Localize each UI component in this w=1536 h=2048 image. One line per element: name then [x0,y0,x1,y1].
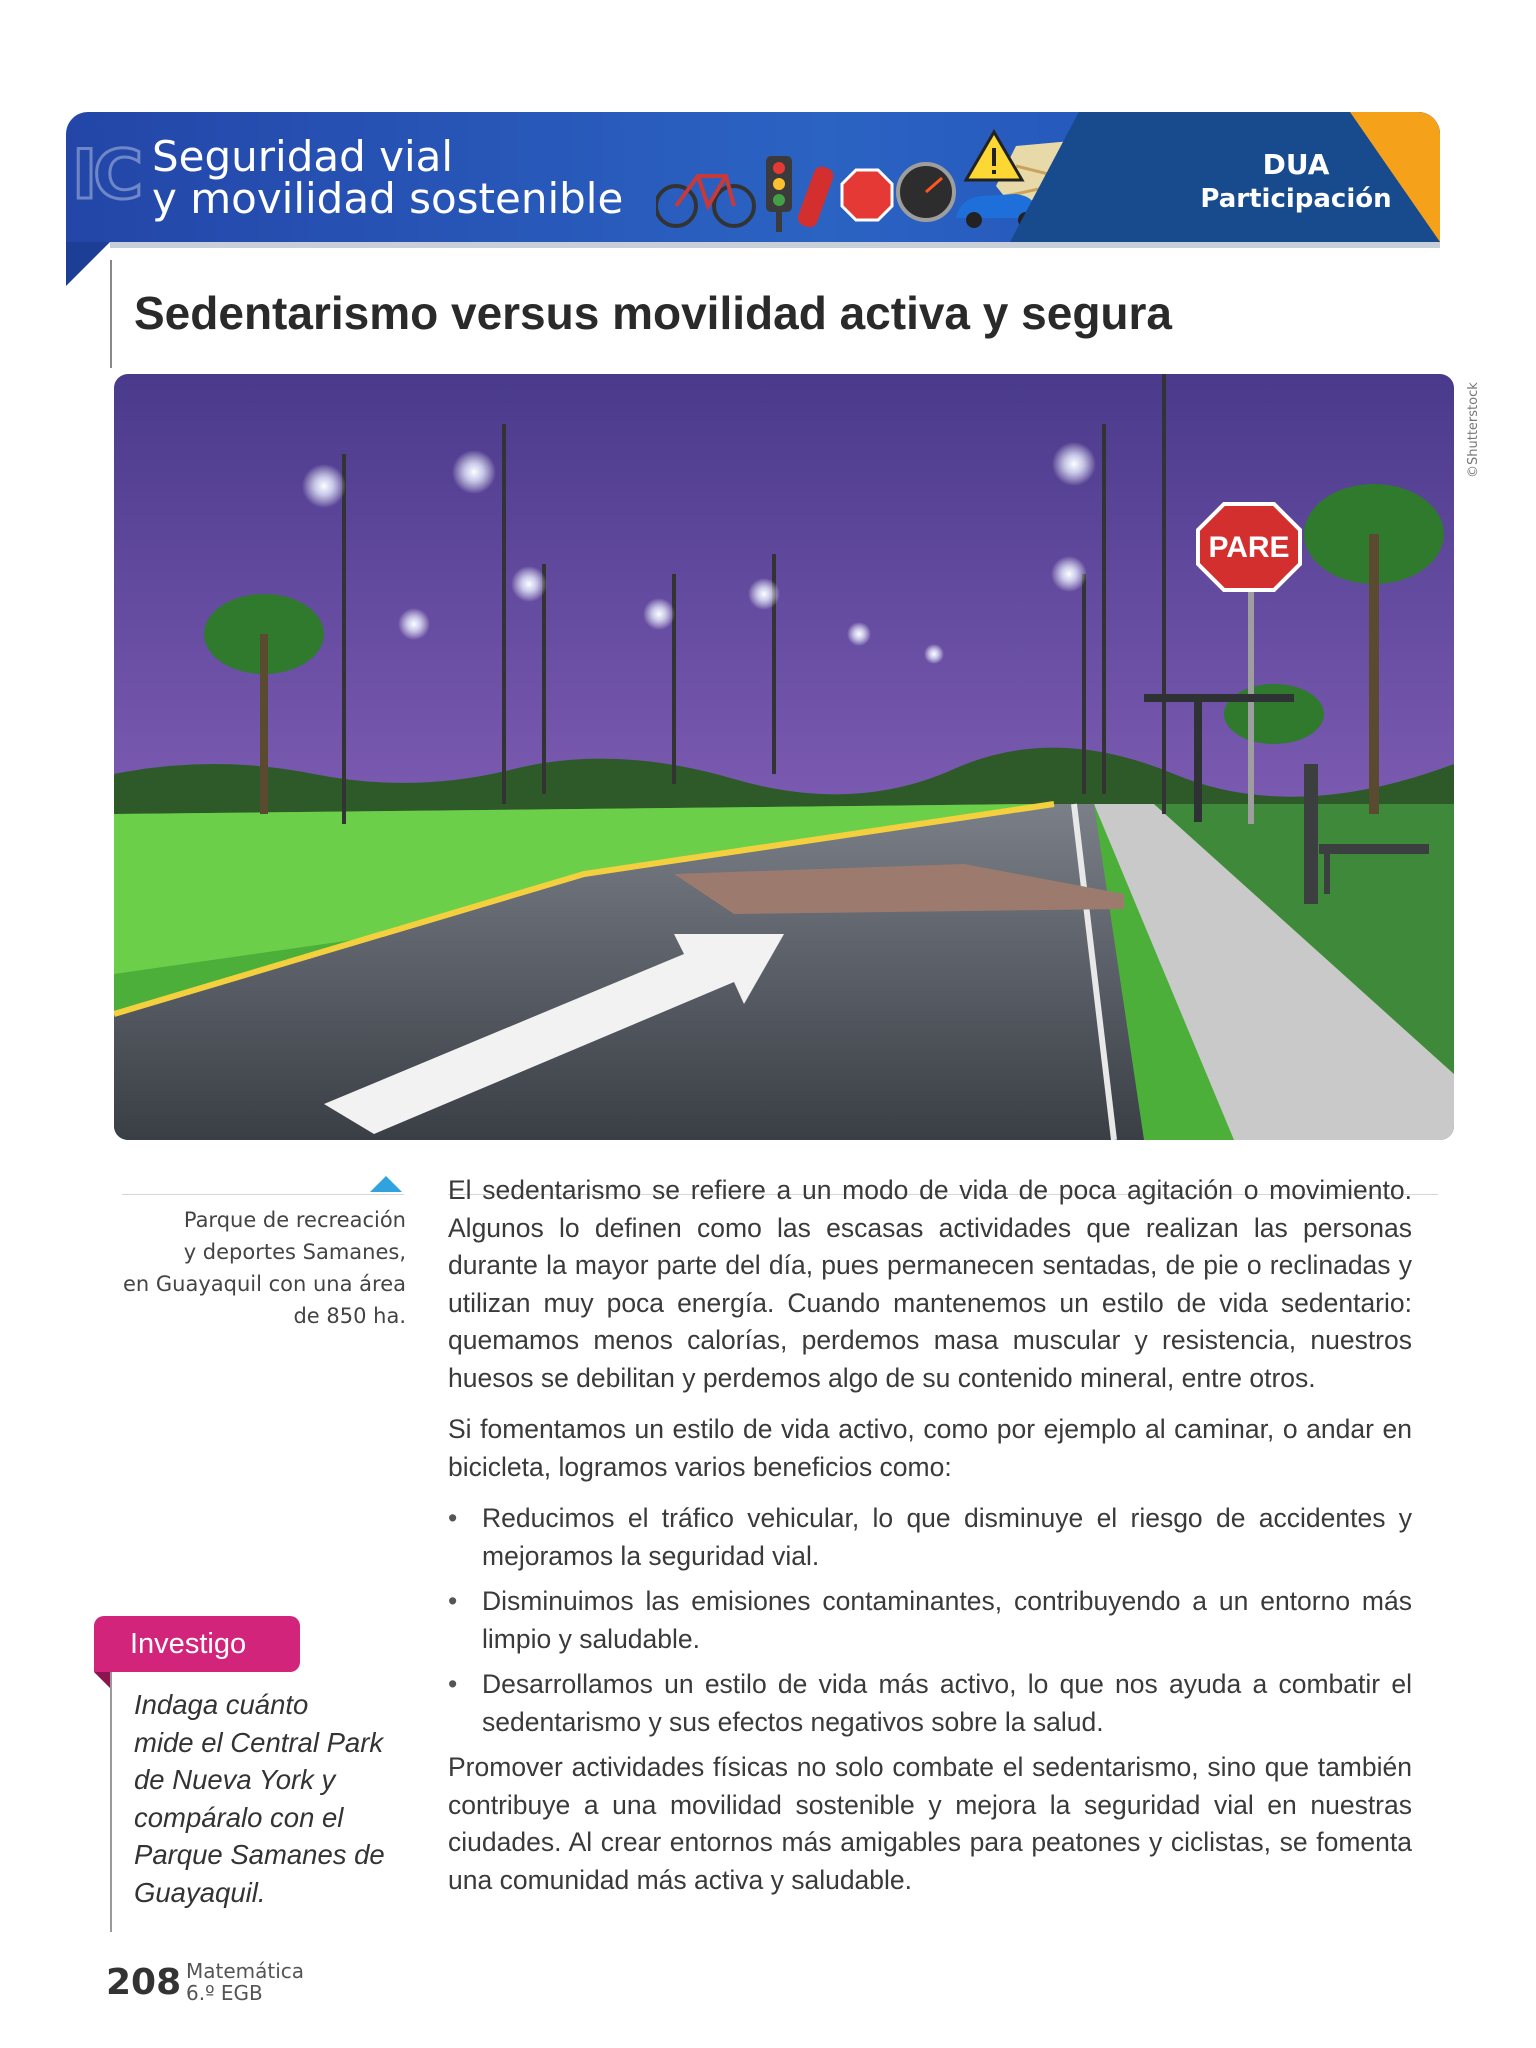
speedometer-icon [898,164,954,220]
photo-credit: ©Shutterstock [1466,382,1481,478]
caption-line: y deportes Samanes, [183,1240,406,1264]
investigo-line: mide el Central Park [134,1726,384,1758]
banner-title-line2: y movilidad sostenible [152,174,624,223]
stop-sign-text: PARE [1208,531,1290,564]
list-item: • Desarrollamos un estilo de vida más activo, lo que nos ayuda a combatir el sedentarismo y sus efectos negativos sobre la salud. [448,1666,1412,1741]
title-accent-bar [110,260,112,368]
banner-fold [66,242,110,286]
banner-shadow [110,242,1440,248]
investigo-line: compáralo con el [134,1801,344,1833]
caption-line: de 850 ha. [293,1304,406,1328]
caption-pointer-icon [370,1176,402,1192]
investigo-bar [110,1672,112,1932]
investigo-label: Investigo [94,1616,300,1672]
dua-subtitle: Participación [1200,184,1392,214]
photo-caption [110,1204,406,1332]
investigo-line: Guayaquil. [134,1876,266,1908]
list-item: • Disminuimos las emisiones contaminantes, contribuyendo a un entorno más limpio y saludable. [448,1583,1412,1658]
ic-logo: IC [72,136,140,215]
page-number: 208 [106,1962,182,2003]
banner-title-line1: Seguridad vial [152,132,454,181]
caption-line: Parque de recreación [183,1208,406,1232]
caption-rule [122,1194,404,1195]
bicycle-icon [656,176,754,226]
park-road-illustration [114,374,1454,1140]
subject-name: Matemática [186,1959,305,1983]
investigo-line: Parque Samanes de [134,1839,385,1870]
body-text [448,1172,1412,1913]
investigo-line: Indaga cuánto [134,1689,309,1720]
investigo-text [134,1686,404,1911]
caption-line: en Guayaquil con una área [122,1272,406,1296]
traffic-light-icon [766,156,792,232]
investigo-line: de Nueva York y [134,1764,336,1795]
paragraph-3: Promover actividades físicas no solo combate el sedentarismo, sino que también contribuye a una movilidad sostenible y mejora la seguridad vial en nuestras ciudades. Al crear entornos más amigables para peatones y ciclistas, se fomenta una comunidad más activa y saludable. [448,1752,1412,1895]
stop-sign-icon [842,170,892,220]
section-banner [66,112,1440,242]
park-photo [114,374,1454,1140]
paragraph-1: El sedentarismo se refiere a un modo de vida de poca agitación o movimiento. Algunos lo definen como las escasas actividades que realizan las personas durante la mayor parte del día, pues permanecen sentadas, de pie o reclinadas y utilizan muy poca energía. Cuando mantenemos un estilo de vida sedentario: quemamos menos calorías, perdemos masa muscular y resistencia, nuestros huesos se debilitan y perdemos algo de su contenido mineral, entre otros. [448,1175,1412,1393]
list-item: • Reducimos el tráfico vehicular, lo que disminuye el riesgo de accidentes y mejoramos la seguridad vial. [448,1500,1412,1575]
subject-info [186,1960,304,2004]
page-title: Sedentarismo versus movilidad activa y segura [134,287,1173,339]
benefits-list [448,1500,1412,1741]
banner-title [152,132,624,223]
fire-extinguisher-icon [796,164,836,229]
dua-title: DUA [1262,148,1330,181]
paragraph-2: Si fomentamos un estilo de vida activo, como por ejemplo al caminar, o andar en bicicleta, logramos varios beneficios como: [448,1414,1412,1482]
grade-level: 6.º EGB [186,1981,263,2005]
